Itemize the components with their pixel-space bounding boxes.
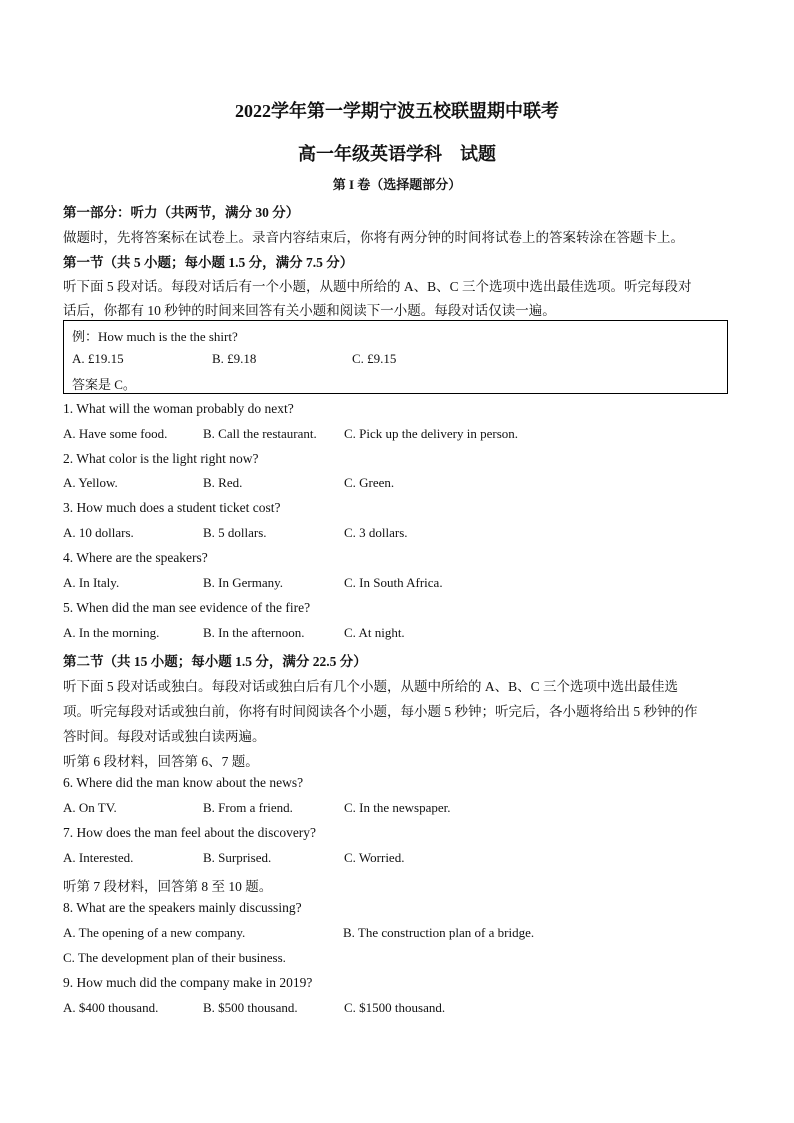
- option-b[interactable]: B. Red.: [203, 475, 243, 490]
- option-a[interactable]: A. Have some food.: [63, 426, 168, 441]
- example-question: 例：How much is the the shirt?: [72, 329, 238, 344]
- option-a[interactable]: A. In the morning.: [63, 625, 160, 640]
- question-8: 8. What are the speakers mainly discussing?: [63, 900, 302, 915]
- option-c[interactable]: C. Green.: [344, 475, 395, 490]
- section2-instruction-line2: 项。听完每段对话或独白前，你将有时间阅读各个小题，每小题 5 秒钟；听完后，各小题将给出 5 秒钟的作: [63, 704, 698, 719]
- question-3: 3. How much does a student ticket cost?: [63, 500, 281, 515]
- option-c[interactable]: C. The development plan of their business.: [63, 950, 286, 965]
- example-option-a: A. £19.15: [72, 351, 124, 366]
- option-c[interactable]: C. In the newspaper.: [344, 800, 451, 815]
- question-2: 2. What color is the light right now?: [63, 451, 259, 466]
- option-b[interactable]: B. From a friend.: [203, 800, 293, 815]
- example-option-c: C. £9.15: [352, 351, 397, 366]
- exam-subtitle: 高一年级英语学科 试题: [298, 144, 496, 164]
- question-6: 6. Where did the man know about the news?: [63, 775, 304, 790]
- option-a[interactable]: A. Yellow.: [63, 475, 118, 490]
- option-c[interactable]: C. At night.: [344, 625, 405, 640]
- option-a[interactable]: A. $400 thousand.: [63, 1000, 159, 1015]
- question-1: 1. What will the woman probably do next?: [63, 401, 294, 416]
- question-5: 5. When did the man see evidence of the fire?: [63, 600, 311, 615]
- part1-instruction: 做题时，先将答案标在试卷上。录音内容结束后，你将有两分钟的时间将试卷上的答案转涂在答题卡上。: [63, 230, 684, 245]
- example-box: [63, 320, 728, 394]
- option-a[interactable]: A. On TV.: [63, 800, 117, 815]
- section1-instruction-line1: 听下面 5 段对话。每段对话后有一个小题，从题中所给的 A、B、C 三个选项中选出最佳选项。听完每段对: [63, 279, 692, 294]
- option-c[interactable]: C. In South Africa.: [344, 575, 443, 590]
- question-4: 4. Where are the speakers?: [63, 550, 208, 565]
- option-c[interactable]: C. $1500 thousand.: [344, 1000, 446, 1015]
- option-b[interactable]: B. The construction plan of a bridge.: [343, 925, 535, 940]
- section2-instruction-line1: 听下面 5 段对话或独白。每段对话或独白后有几个小题，从题中所给的 A、B、C 三个选项中选出最佳选: [63, 679, 679, 694]
- option-c[interactable]: C. Worried.: [344, 850, 405, 865]
- option-b[interactable]: B. In Germany.: [203, 575, 284, 590]
- option-b[interactable]: B. 5 dollars.: [203, 525, 267, 540]
- question-9: 9. How much did the company make in 2019?: [63, 975, 313, 990]
- section1-instruction-line2: 话后，你都有 10 秒钟的时间来回答有关小题和阅读下一小题。每段对话仅读一遍。: [63, 303, 556, 318]
- section2-heading: 第二节（共 15 小题；每小题 1.5 分，满分 22.5 分）: [63, 654, 367, 669]
- option-a[interactable]: A. In Italy.: [63, 575, 120, 590]
- exam-title: 2022学年第一学期宁波五校联盟期中联考: [235, 101, 559, 121]
- option-c[interactable]: C. Pick up the delivery in person.: [344, 426, 519, 441]
- option-b[interactable]: B. Call the restaurant.: [203, 426, 317, 441]
- example-option-b: B. £9.18: [212, 351, 257, 366]
- option-a[interactable]: A. The opening of a new company.: [63, 925, 246, 940]
- section1-heading: 第一节（共 5 小题；每小题 1.5 分，满分 7.5 分）: [63, 255, 354, 270]
- material-6-label: 听第 6 段材料，回答第 6、7 题。: [63, 754, 259, 769]
- volume-label: 第 I 卷（选择题部分）: [332, 177, 462, 192]
- option-b[interactable]: B. In the afternoon.: [203, 625, 305, 640]
- option-a[interactable]: A. Interested.: [63, 850, 134, 865]
- question-7: 7. How does the man feel about the discovery?: [63, 825, 317, 840]
- option-b[interactable]: B. $500 thousand.: [203, 1000, 298, 1015]
- option-c[interactable]: C. 3 dollars.: [344, 525, 408, 540]
- example-answer: 答案是 C。: [72, 377, 136, 392]
- material-7-label: 听第 7 段材料，回答第 8 至 10 题。: [63, 879, 273, 894]
- option-a[interactable]: A. 10 dollars.: [63, 525, 134, 540]
- section2-instruction-line3: 答时间。每段对话或独白读两遍。: [63, 729, 266, 744]
- option-b[interactable]: B. Surprised.: [203, 850, 272, 865]
- part1-heading: 第一部分：听力（共两节，满分 30 分）: [63, 205, 300, 220]
